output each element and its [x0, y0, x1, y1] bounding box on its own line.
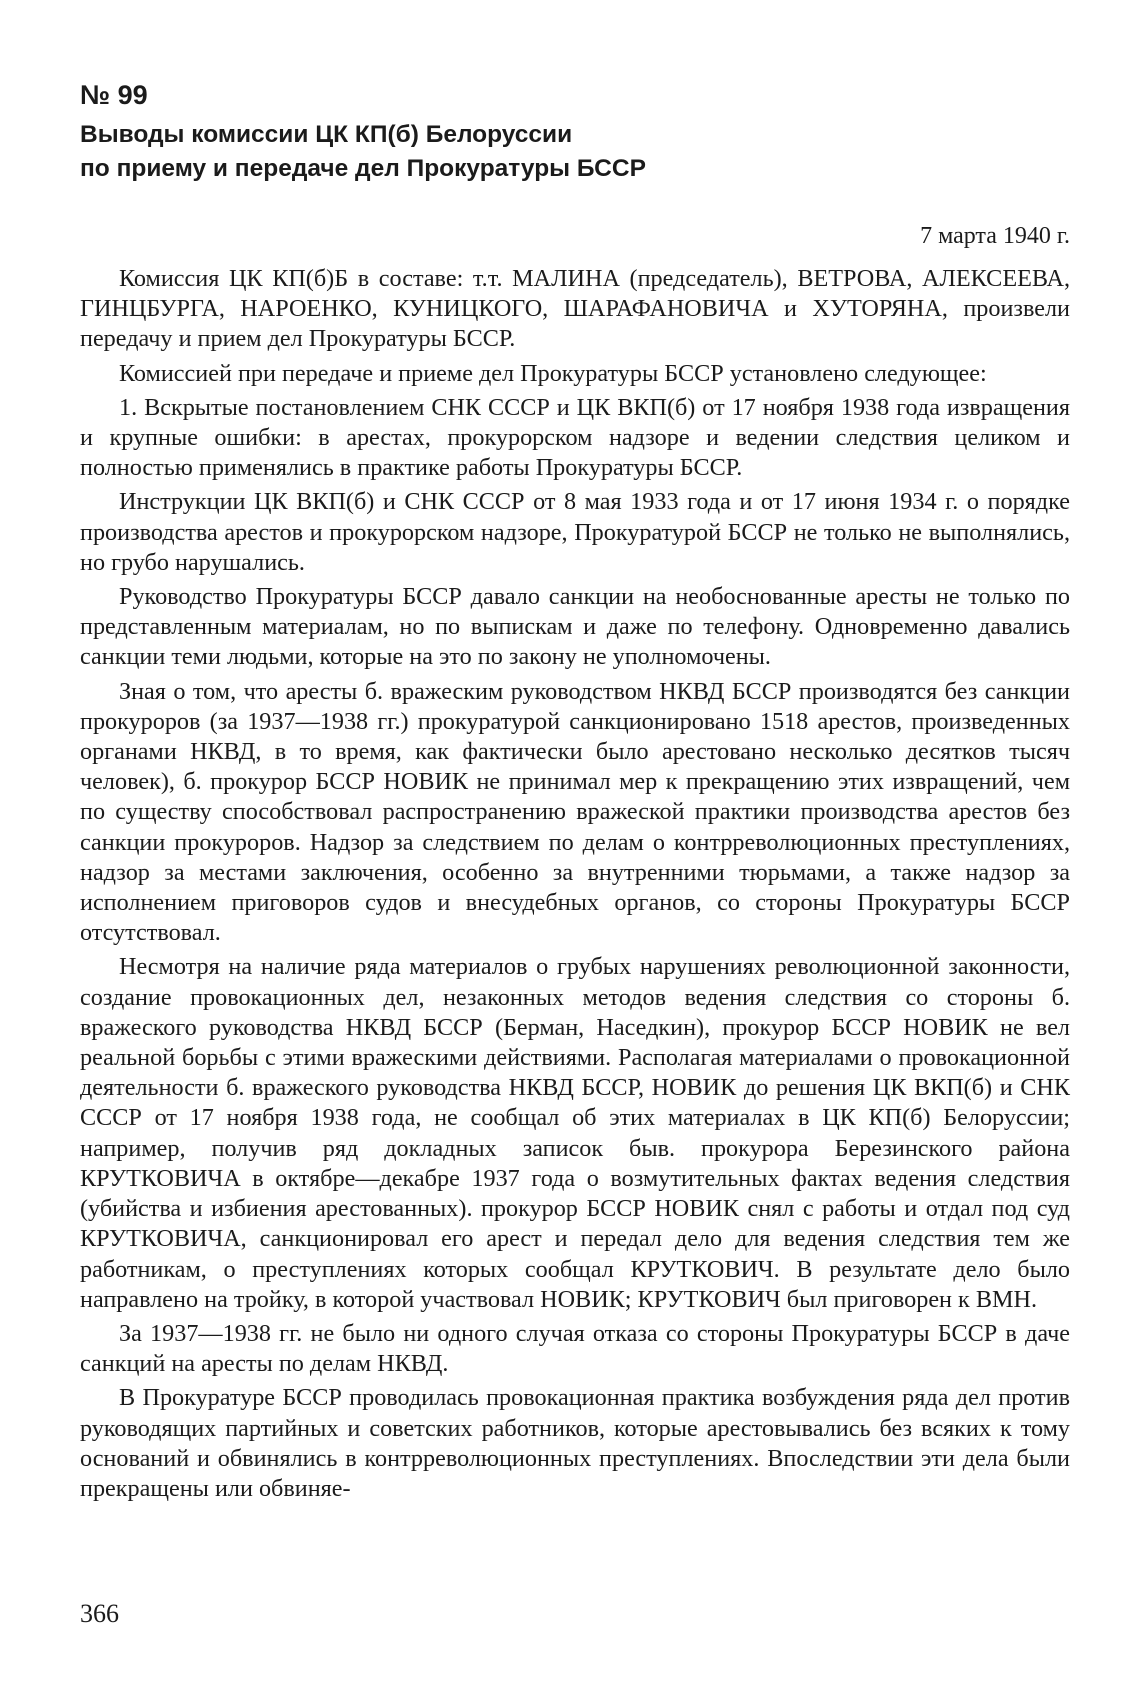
paragraph: Несмотря на наличие ряда материалов о грубых нарушениях революционной законности, создание провокационных дел, незаконных методов ведения следствия со стороны б. вражеского руководства НКВД БССР (Берман, Наседкин), прокурор БССР НОВИК не вел реальной борьбы с этими вражескими действиями. Располагая материалами о провокационной деятельности б. вражеского руководства НКВД БССР, НОВИК до решения ЦК ВКП(б) и СНК СССР от 17 ноября 1938 года, не сообщал об этих материалах в ЦК КП(б) Белоруссии; например, получив ряд докладных записок быв. прокурора Березинского района КРУТКОВИЧА в октябре—декабре 1937 года о возмутительных фактах ведения следствия (убийства и избиения арестованных). прокурор БССР НОВИК снял с работы и отдал под суд КРУТКОВИЧА, санкционировал его арест и передал дело для ведения следствия тем же работникам, о преступлениях которых сообщал КРУТКОВИЧ. В результате дело было направлено на тройку, в которой участвовал НОВИК; КРУТКОВИЧ был приговорен к ВМН. [80, 953, 1070, 1313]
paragraph: Комиссией при передаче и приеме дел Прокуратуры БССР установлено следующее: [119, 359, 987, 387]
paragraph: За 1937—1938 гг. не было ни одного случая отказа со стороны Прокуратуры БССР в даче санкций на аресты по делам НКВД. [80, 1319, 1070, 1378]
paragraph: Комиссия ЦК КП(б)Б в составе: т.т. МАЛИНА (председатель), ВЕТРОВА, АЛЕКСЕЕВА, ГИНЦБУРГА, НАРОЕНКО, КУНИЦКОГО, ШАРАФАНОВИЧА и ХУТОРЯНА, произвели передачу и прием дел Прокуратуры БССР. [80, 265, 1070, 353]
paragraph: В Прокуратуре БССР проводилась провокационная практика возбуждения ряда дел против руководящих партийных и советских работников, которые арестовывались без всяких к тому оснований и обвинялись в контрреволюционных преступлениях. Впоследствии эти дела были прекращены или обвиняе- [80, 1384, 1070, 1502]
document-number: № 99 [80, 80, 148, 110]
document-title-line: Выводы комиссии ЦК КП(б) Белоруссии [80, 121, 573, 148]
document-page [80, 78, 1070, 1508]
page-number: 366 [80, 1599, 119, 1628]
paragraph: Руководство Прокуратуры БССР давало санкции на необоснованные аресты не только по представленным материалам, но по выпискам и даже по телефону. Одновременно давались санкции теми людьми, которые на это по закону не уполномочены. [80, 583, 1070, 671]
paragraph: Инструкции ЦК ВКП(б) и СНК СССР от 8 мая 1933 года и от 17 июня 1934 г. о порядке производства арестов и прокурорском надзоре, Прокуратурой БССР не только не выполнялись, но грубо нарушались. [80, 488, 1070, 576]
document-title-line: по приему и передаче дел Прокуратуры БССР [80, 155, 646, 182]
document-title [80, 118, 1070, 186]
paragraph: 1. Вскрытые постановлением СНК СССР и ЦК ВКП(б) от 17 ноября 1938 года извращения и крупные ошибки: в арестах, прокурорском надзоре и ведении следствия целиком и полностью применялись в практике работы Прокуратуры БССР. [80, 393, 1070, 482]
paragraph: Зная о том, что аресты б. вражеским руководством НКВД БССР производятся без санкции прокуроров (за 1937—1938 гг.) прокуратурой санкционировано 1518 арестов, произведенных органами НКВД, в то время, как фактически было арестовано несколько десятков тысяч человек), б. прокурор БССР НОВИК не принимал мер к прекращению этих извращений, чем по существу способствовал распространению вражеской практики производства арестов без санкции прокуроров. Надзор за следствием по делам о контрреволюционных преступлениях, надзор за местами заключения, особенно за внутренними тюрьмами, а также надзор за исполнением приговоров судов и внесудебных органов, со стороны Прокуратуры БССР отсутствовал. [80, 677, 1070, 947]
document-date: 7 марта 1940 г. [920, 223, 1070, 249]
document-body [80, 264, 1070, 1504]
